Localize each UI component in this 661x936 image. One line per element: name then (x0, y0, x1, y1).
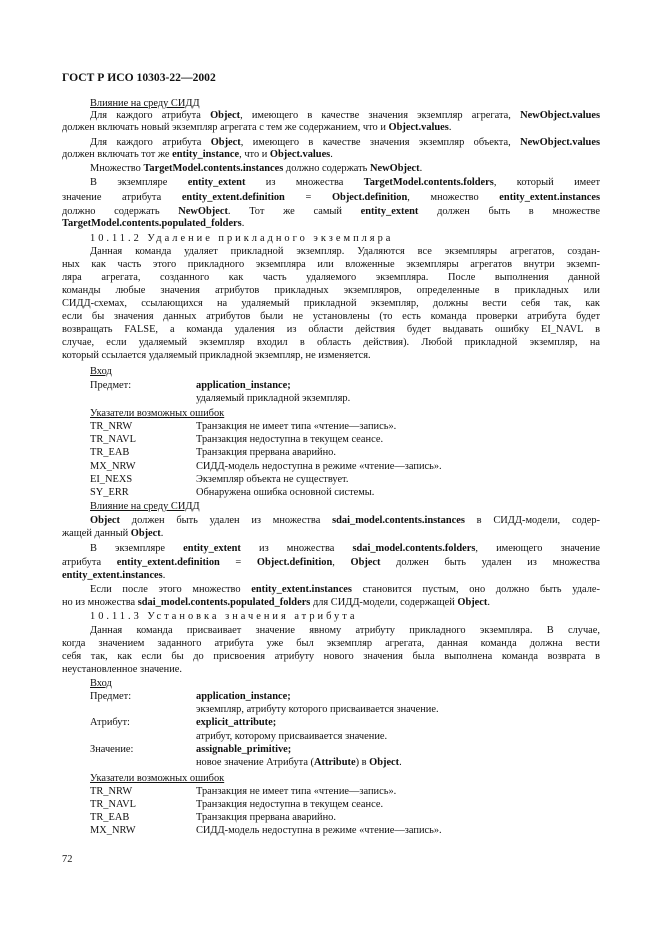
s2-errors-title: Указатели возможных ошибок (90, 408, 225, 419)
document-header: ГОСТ Р ИСО 10303-22—2002 (62, 71, 216, 84)
s2-para-line: ляра агрегата, созданного как часть удаляемого экземпляра. После выполнения данной (62, 272, 600, 283)
error-row: MX_NRW СИДД-модель недоступна в режиме «чтение—запись». (90, 461, 442, 472)
s3-para-line: неустановленное значение. (62, 664, 183, 675)
s2-effect-line6: Если после этого множество entity_extent.instances становится пустым, оно должно быть удале- (90, 584, 600, 595)
s1-line5: Множество TargetModel.contents.instances должно содержать NewObject. (90, 163, 423, 174)
s2-subject-desc: удаляемый прикладной экземпляр. (196, 393, 351, 404)
s2-para-line: Данная команда удаляет прикладной экземпляр. Удаляются все экземпляры агрегатов, создан- (90, 246, 600, 257)
s3-subject-value: application_instance; (196, 691, 291, 702)
s1-line9: TargetModel.contents.populated_folders. (62, 218, 245, 229)
s3-subject-label: Предмет: (90, 691, 132, 702)
s2-para-line: команды любые значения атрибутов прикладных экземпляров, определенные в прикладных или (62, 285, 600, 296)
s2-para-line: возвращать FALSE, а команда удаления из области действия будет выдавать ошибку EI_NAVL в (62, 324, 600, 335)
s3-attr-row (90, 717, 276, 729)
s2-effect-line4: атрибута entity_extent.definition = Object.definition, Object должен быть удален из множества (62, 557, 600, 568)
s2-effect-line7: но из множества sdai_model.contents.populated_folders для СИДД-модели, содержащей Object. (62, 597, 490, 608)
s2-effect-title: Влияние на среду СИДД (90, 501, 200, 512)
s3-errors-title: Указатели возможных ошибок (90, 773, 225, 784)
section-heading-10-11-2: 10.11.2 Удаление прикладного экземпляра (90, 233, 394, 244)
s3-val-row (90, 744, 291, 756)
s3-val-desc: новое значение Атрибута (Attribute) в Object. (196, 757, 402, 768)
s1-line6: В экземпляре entity_extent из множества TargetModel.contents.folders, который имеет (90, 177, 601, 188)
s2-effect-line5: entity_extent.instances. (62, 570, 166, 581)
error-row: MX_NRW СИДД-модель недоступна в режиме «чтение—запись». (90, 825, 442, 836)
s1-line1: Для каждого атрибута Object, имеющего в качестве значения экземпляр агрегата, NewObject.values (90, 110, 601, 121)
s3-val-label: Значение: (90, 744, 134, 755)
s1-line7: значение атрибута entity_extent.definition = Object.definition, множество entity_extent.instances (62, 192, 601, 203)
section-heading-10-11-3: 10.11.3 Установка значения атрибута (90, 611, 358, 622)
s3-subject-row (90, 691, 291, 703)
error-row: TR_NRW Транзакция не имеет типа «чтение—запись». (90, 786, 397, 797)
s2-effect-line1: Object должен быть удален из множества sdai_model.contents.instances в СИДД-модели, содер- (90, 515, 601, 526)
s3-subject-desc: экземпляр, атрибуту которого присваивается значение. (196, 704, 439, 715)
error-row: TR_NRW Транзакция не имеет типа «чтение—запись». (90, 421, 397, 432)
s2-effect-line3: В экземпляре entity_extent из множества sdai_model.contents.folders, имеющего значение (90, 543, 601, 554)
error-row: EI_NEXS Экземпляр объекта не существует. (90, 474, 349, 485)
s2-subject-row (90, 380, 291, 392)
page-number: 72 (62, 854, 73, 865)
s3-input-title: Вход (90, 678, 112, 689)
s2-subject-label: Предмет: (90, 380, 132, 391)
s3-para-line: когда значением заданного атрибута уже был экземпляр агрегата, данная команда должна вести (62, 638, 600, 649)
s3-val-value: assignable_primitive; (196, 744, 292, 755)
error-row: TR_NAVL Транзакция недоступна в текущем сеансе. (90, 434, 384, 445)
s3-attr-value: explicit_attribute; (196, 717, 277, 728)
s1-title: Влияние на среду СИДД (90, 98, 200, 109)
s2-para-line: СИДД-схемах, ссылающихся на удаляемый прикладной экземпляр, должны вести себя так, как (62, 298, 600, 309)
s3-attr-desc: атрибут, которому присваивается значение. (196, 731, 388, 742)
s1-line2: должен включать новый экземпляр агрегата с тем же содержанием, что и Object.values. (62, 122, 452, 133)
error-row: TR_EAB Транзакция прервана аварийно. (90, 447, 336, 458)
error-row: TR_NAVL Транзакция недоступна в текущем сеансе. (90, 799, 384, 810)
s2-effect-line2: жащей данный Object. (62, 528, 164, 539)
error-row: SY_ERR Обнаружена ошибка основной системы. (90, 487, 375, 498)
s1-line4: должен включать тот же entity_instance, что и Object.values. (62, 149, 333, 160)
s2-para-line: ных как часть этого прикладного экземпляра или вложенные экземпляры агрегатов внутри экземп- (62, 259, 600, 270)
s3-attr-label: Атрибут: (90, 717, 130, 728)
s3-para-line: Данная команда присваивает значение явному атрибуту прикладного экземпляра. В случае, (90, 625, 600, 636)
s1-line3: Для каждого атрибута Object, имеющего в качестве значения экземпляр объекта, NewObject.values (90, 137, 600, 148)
s2-subject-value: application_instance; (196, 380, 291, 391)
s3-para-line: себя так, как если бы до присвоения атрибуту нового значения была выполнена команда возврата в (62, 651, 600, 662)
s2-input-title: Вход (90, 366, 112, 377)
s2-para-line: случае, если удаляемый экземпляр входил в область действия). Любой прикладной экземпляр, на (62, 337, 600, 348)
s1-line8: должно содержать NewObject. Тот же самый entity_extent должен быть в множестве (62, 206, 600, 217)
s2-para-line: если бы значения данных атрибутов были не установлены (то есть команда проверки атрибута будет (62, 311, 600, 322)
s2-para-line: который ссылается удаляемый прикладной экземпляр, не изменяется. (62, 350, 371, 361)
error-row: TR_EAB Транзакция прервана аварийно. (90, 812, 336, 823)
